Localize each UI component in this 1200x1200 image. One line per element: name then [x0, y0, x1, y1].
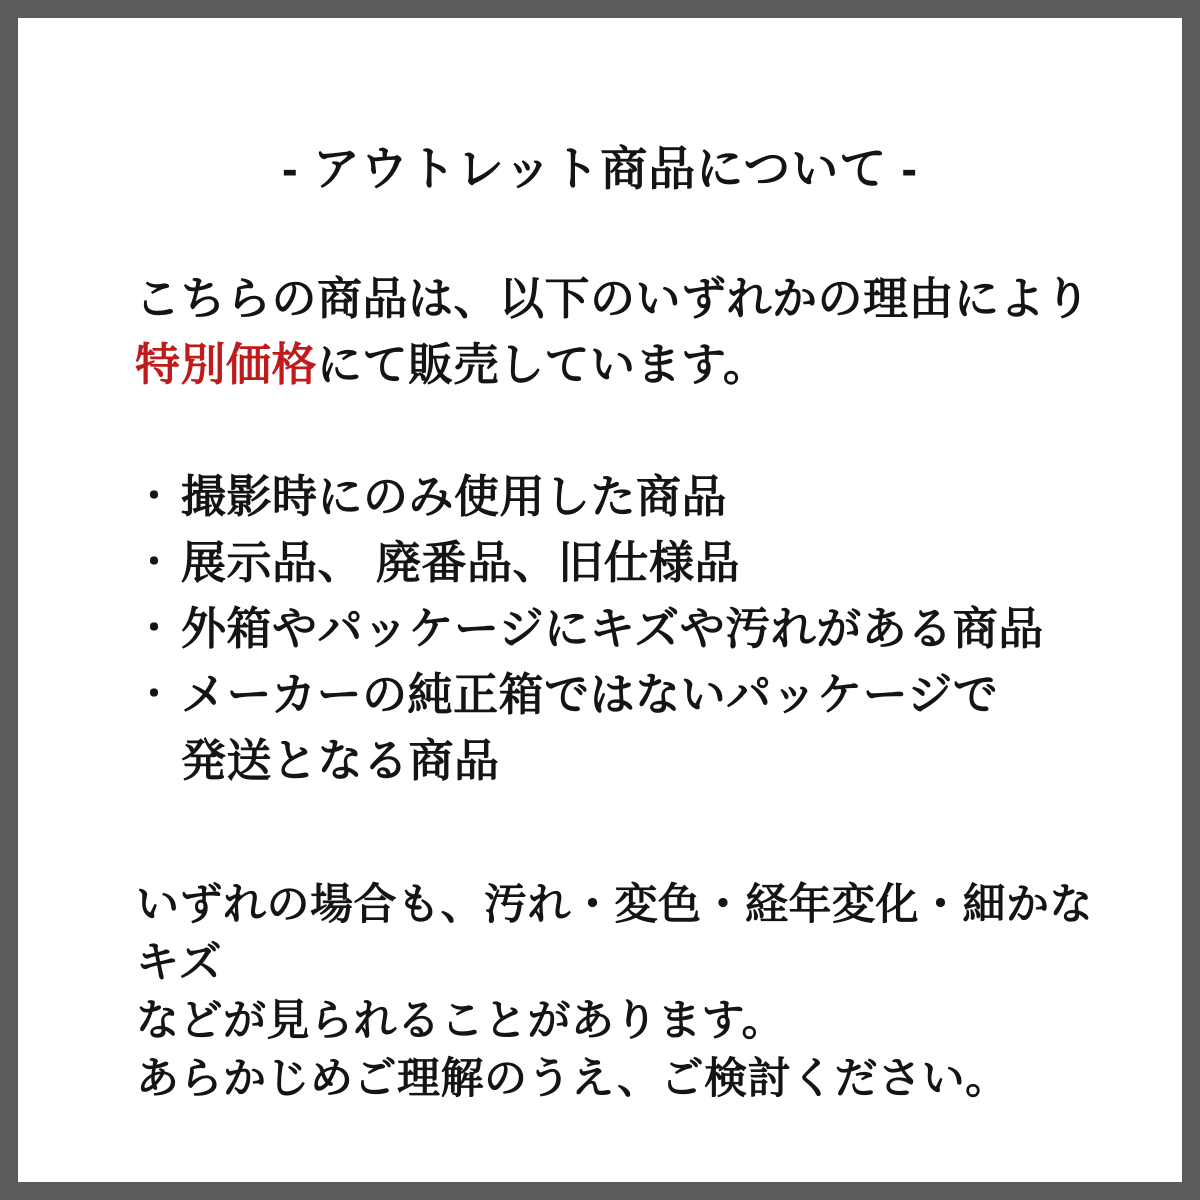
bullet-dot-icon: ・: [135, 476, 174, 518]
outro-line2: などが見られることがあります。: [136, 997, 786, 1045]
notice-title: - アウトレット商品について -: [281, 142, 918, 195]
list-item: [135, 662, 1122, 794]
list-item-text: 撮影時にのみ使用した商品: [181, 471, 728, 522]
outro-line1: いずれの場合も、汚れ・変色・経年変化・細かなキズ: [136, 881, 1093, 987]
intro-highlight-special-price: 特別価格: [135, 339, 318, 390]
reasons-list: [135, 464, 1122, 794]
list-item: [135, 464, 1122, 530]
list-item: [135, 530, 1122, 596]
list-item-text-line2: 発送となる商品: [181, 735, 500, 786]
list-item-text: [181, 662, 1122, 794]
list-item-text: 展示品、 廃番品、旧仕様品: [181, 537, 741, 588]
outro-line3: あらかじめご理解のうえ、ご検討ください。: [136, 1055, 1009, 1103]
intro-paragraph: [135, 266, 1122, 398]
list-item-text-line1: メーカーの純正箱ではないパッケージで: [181, 669, 999, 720]
bullet-dot-icon: ・: [135, 674, 174, 716]
bullet-dot-icon: ・: [135, 542, 174, 584]
list-item: [135, 596, 1122, 662]
list-item-text: 外箱やパッケージにキズや汚れがある商品: [181, 603, 1044, 654]
bullet-dot-icon: ・: [135, 608, 174, 650]
intro-line2-rest: にて販売しています。: [317, 339, 769, 390]
intro-line1: こちらの商品は、以下のいずれかの理由により: [135, 273, 1091, 324]
outro-paragraph: [136, 876, 1122, 1108]
